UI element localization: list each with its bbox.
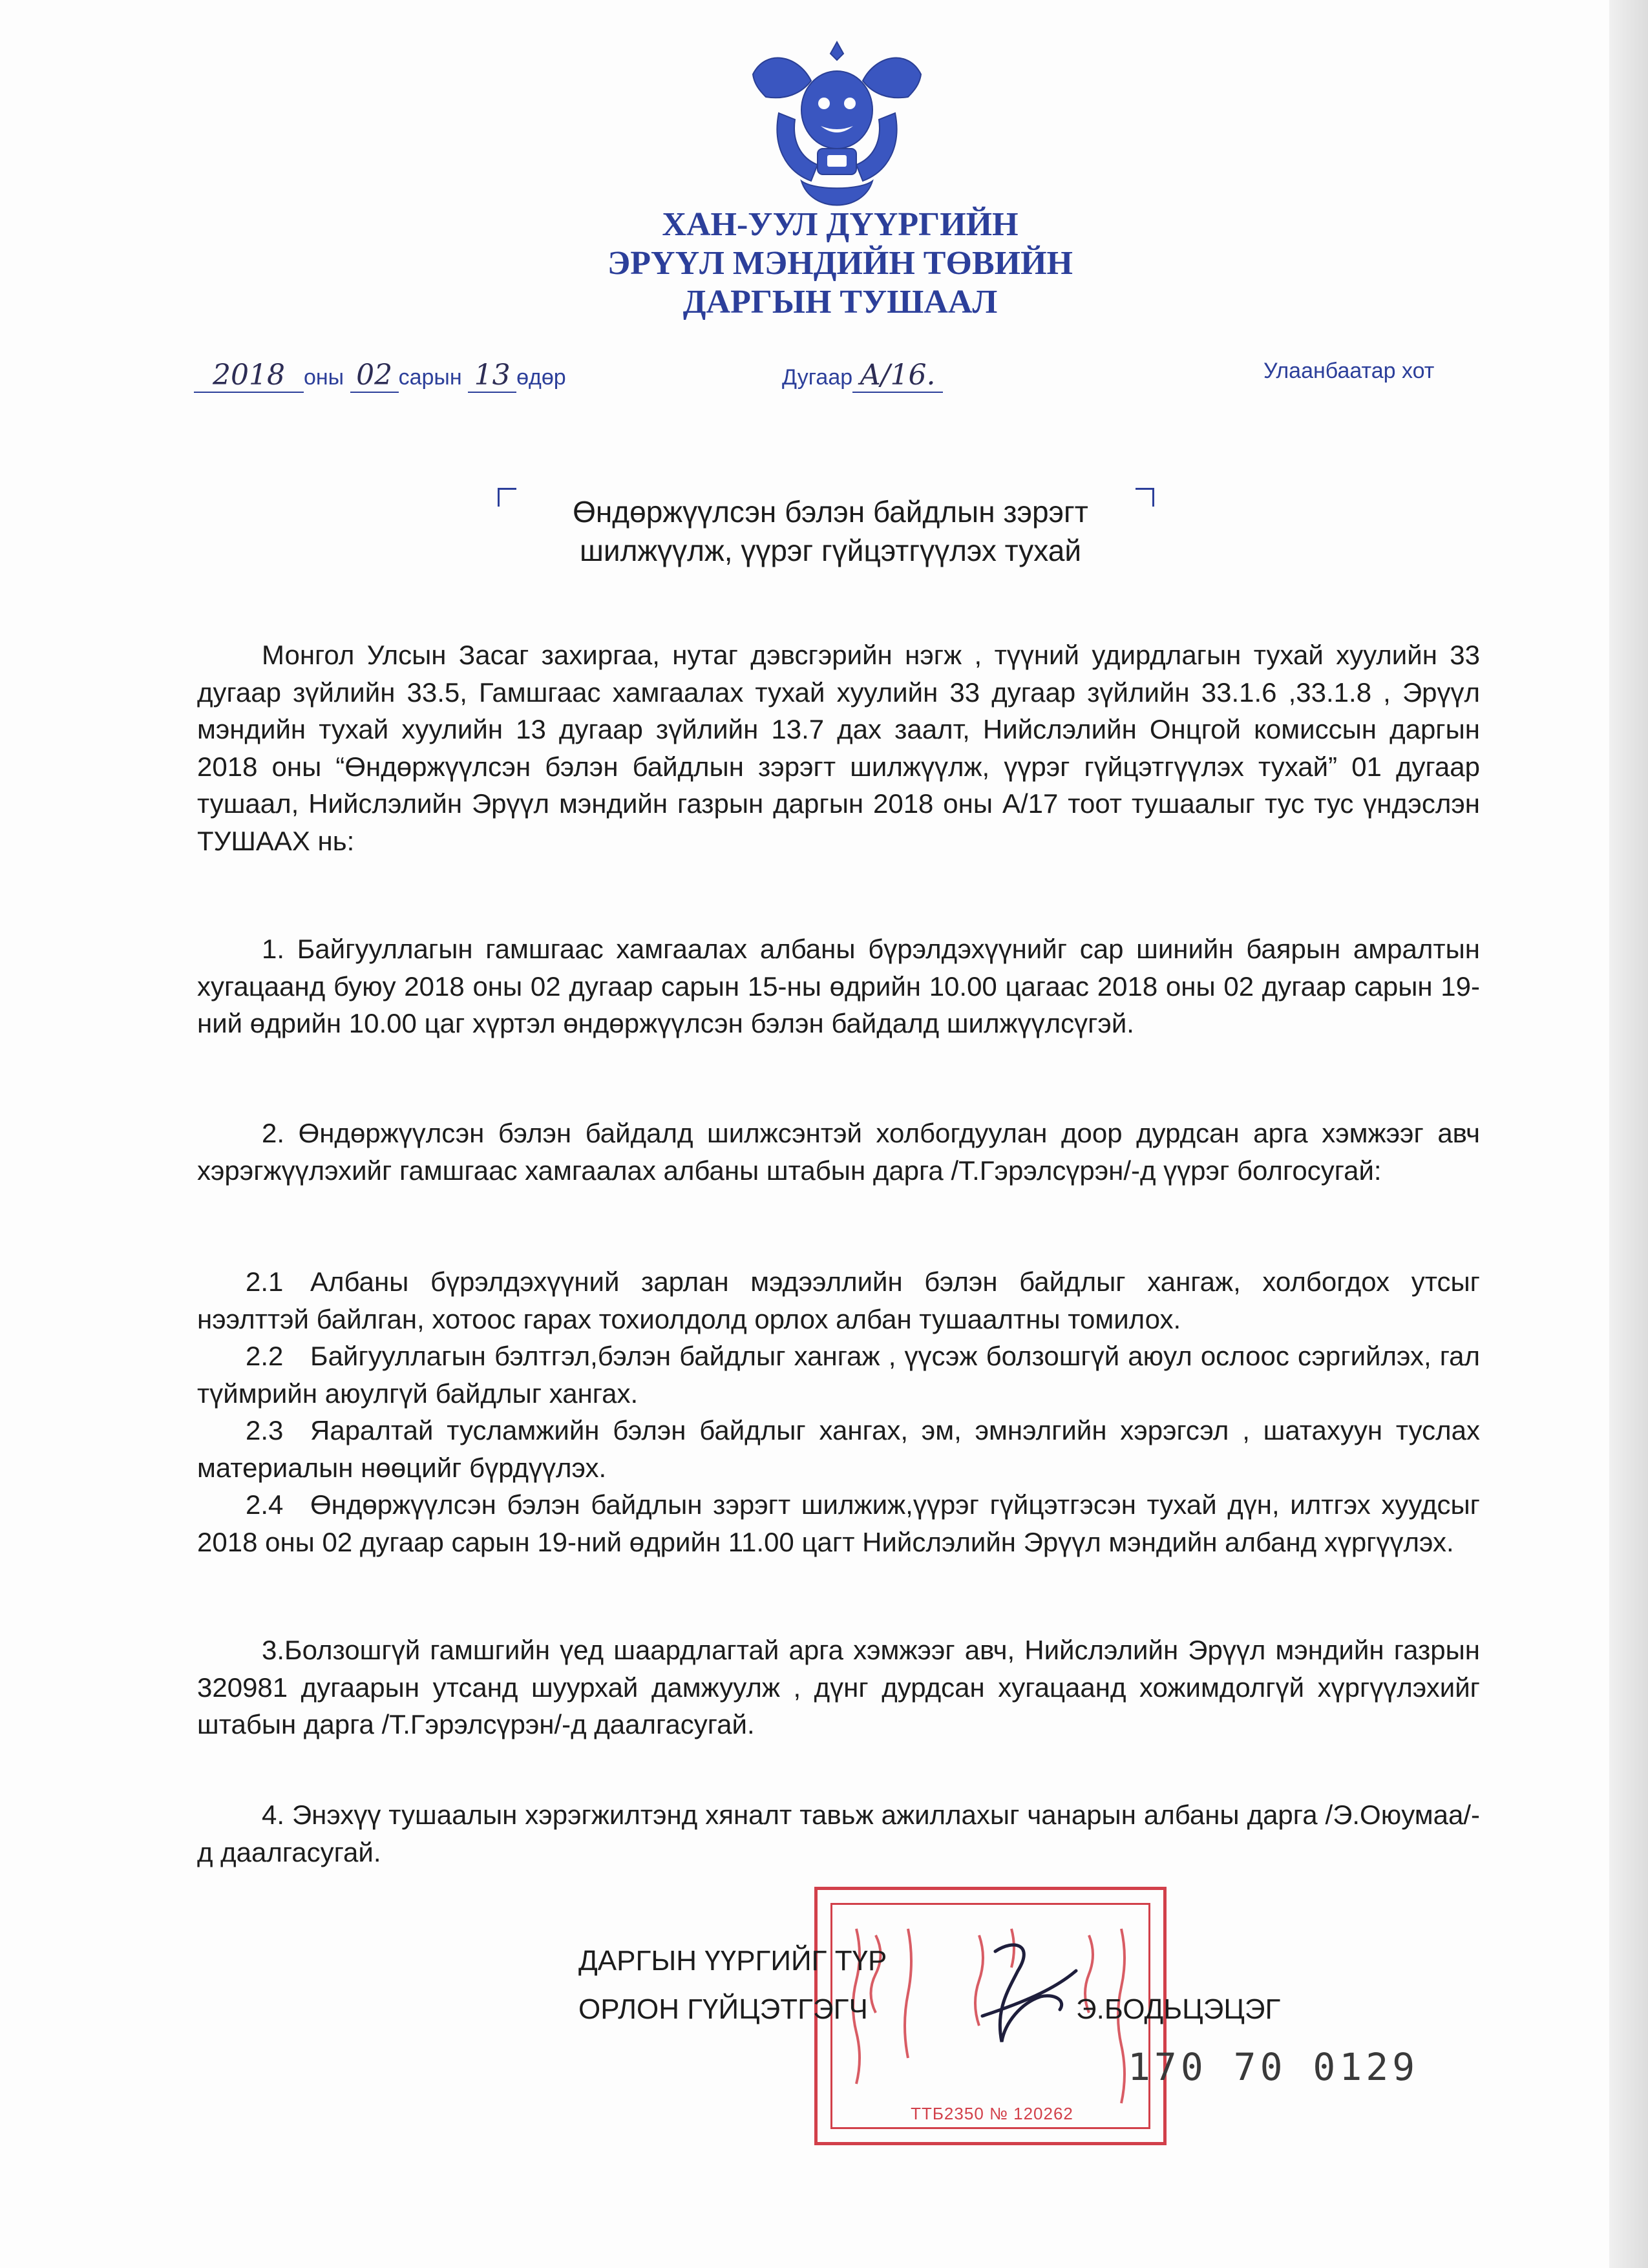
- header-line-order: ДАРГЫН ТУШААЛ: [682, 284, 998, 320]
- sub-item-2-4: [197, 1486, 1480, 1560]
- sub-item-2-4-number: 2.4: [246, 1489, 284, 1520]
- signatory-title-line-1: ДАРГЫН ҮҮРГИЙГ ТҮР: [578, 1945, 887, 1977]
- sub-item-2-3-number: 2.3: [246, 1415, 284, 1445]
- registration-number: 170 70 0129: [1128, 2045, 1419, 2089]
- item-1-paragraph: [197, 930, 1480, 1042]
- date-day-suffix: өдөр: [516, 365, 566, 390]
- order-number: A/16.: [852, 359, 943, 393]
- item-4-text: 4. Энэхүү тушаалын хэрэгжилтэнд хяналт тавьж ажиллахыг чанарын албаны дарга /Э.Оюумаа/-д даалгасугай.: [197, 1800, 1480, 1867]
- sub-items-list: [197, 1263, 1480, 1560]
- handwritten-signature-icon: [956, 1932, 1086, 2068]
- sub-item-2-2: [197, 1338, 1480, 1412]
- date-month-suffix: сарын: [398, 365, 462, 390]
- sub-item-2-2-number: 2.2: [246, 1341, 284, 1371]
- sub-item-2-3-text: Яаралтай тусламжийн бэлэн байдлыг хангах, эм, эмнэлгийн хэрэгсэл , шатахуун туслах материалын нөөцийг бүрдүүлэх.: [197, 1415, 1480, 1483]
- item-3-text: 3.Болзошгүй гамшгийн үед шаардлагтай арга хэмжээг авч, Нийслэлийн Эрүүл мэндийн газрын 320981 дугаарын утсанд шуурхай дамжуулж , дүнг дурдсан хугацаанд хожимдолгүй хүргүүлэхийг штабын дарга /Т.Гэрэлсүрэн/-д даалгасугай.: [197, 1635, 1480, 1739]
- item-1-text: 1. Байгууллагын гамшгаас хамгаалах албаны бүрэлдэхүүнийг сар шинийн баярын амралтын хугацаанд буюу 2018 оны 02 дугаар сарын 15-ны өдрийн 10.00 цагаас 2018 оны 02 дугаар сарын 19-ний өдрийн 10.00 цаг хүртэл өндөржүүлсэн бэлэн байдалд шилжүүлсүгэй.: [197, 934, 1480, 1038]
- item-2-paragraph: [197, 1115, 1480, 1189]
- sub-item-2-4-text: Өндөржүүлсэн бэлэн байдлын зэрэгт шилжиж,үүрэг гүйцэтгэсэн тухай дүн, илтгэх хуудсыг 2018 оны 02 дугаар сарын 19-ний өдрийн 11.00 цагт Нийслэлийн Эрүүл мэндийн албанд хүргүүлэх.: [197, 1489, 1480, 1557]
- state-emblem-icon: [740, 36, 934, 223]
- date-month: 02: [350, 359, 399, 393]
- item-2-text: 2. Өндөржүүлсэн бэлэн байдалд шилжсэнтэй холбогдуулан доор дурдсан арга хэмжээг авч хэрэгжүүлэхийг гамшгаас хамгаалах албаны штабын дарга /Т.Гэрэлсүрэн/-д үүрэг болгосугай:: [197, 1118, 1480, 1186]
- title-line-1: Өндөржүүлсэн бэлэн байдлын зэрэгт: [573, 495, 1088, 529]
- signatory-name: Э.БОДЬЦЭЦЭГ: [1076, 1993, 1281, 2025]
- sub-item-2-1-text: Албаны бүрэлдэхүүний зарлан мэдээллийн бэлэн байдлыг хангаж, холбогдох утсыг нээлттэй байлган, хотоос гарах тохиолдолд орлох албан тушаалтны томилох.: [197, 1266, 1480, 1334]
- sub-item-2-3: [197, 1412, 1480, 1486]
- place-label: Улаанбаатар хот: [1263, 359, 1435, 383]
- item-3-paragraph: [197, 1632, 1480, 1743]
- signatory-title-line-2: ОРЛОН ГҮЙЦЭТГЭГЧ: [578, 1993, 868, 2025]
- document-header: [452, 205, 1228, 322]
- intro-text: Монгол Улсын Засаг захиргаа, нутаг дэвсгэрийн нэгж , түүний удирдлагын тухай хуулийн 33 дугаар зүйлийн 33.5, Гамшгаас хамгаалах тухай хуулийн 33 дугаар зүйлийн 33.1.6 ,33.1.8 , Эрүүл мэндийн тухай хуулийн 13 дугаар зүйлийн 13.7 дах заалт, Нийслэлийн Онцгой комиссын даргын 2018 оны “Өндөржүүлсэн бэлэн байдлын зэрэгт шилжүүлж, үүрэг гүйцэтгүүлэх тухай” 01 дугаар тушаал, Нийслэлийн Эрүүл мэндийн газрын даргын 2018 оны А/17 тоот тушаалыг тус тус үндэслэн ТУШААХ нь:: [197, 640, 1480, 856]
- sub-item-2-1-number: 2.1: [246, 1266, 284, 1297]
- order-number-line: [782, 359, 943, 404]
- title-line-2: шилжүүлж, үүрэг гүйцэтгүүлэх тухай: [579, 534, 1082, 567]
- header-line-district: ХАН-УУЛ ДҮҮРГИЙН: [662, 206, 1019, 243]
- order-number-label: Дугаар: [782, 365, 853, 390]
- page-edge: [1609, 0, 1648, 2268]
- sub-item-2-1: [197, 1263, 1480, 1338]
- date-day: 13: [468, 359, 516, 393]
- stamp-serial: ТТБ2350 № 120262: [911, 2104, 1073, 2123]
- date-line: [194, 359, 566, 404]
- date-year-suffix: оны: [304, 365, 344, 390]
- header-line-center: ЭРҮҮЛ МЭНДИЙН ТӨВИЙН: [607, 245, 1073, 282]
- item-4-paragraph: [197, 1796, 1480, 1871]
- intro-paragraph: [197, 636, 1480, 859]
- date-year: 2018: [194, 359, 304, 393]
- document-title: [491, 492, 1170, 570]
- sub-item-2-2-text: Байгууллагын бэлтгэл,бэлэн байдлыг хангаж , үүсэж болзошгүй аюул ослоос сэргийлэх, гал түймрийн аюулгүй байдлыг хангах.: [197, 1341, 1480, 1409]
